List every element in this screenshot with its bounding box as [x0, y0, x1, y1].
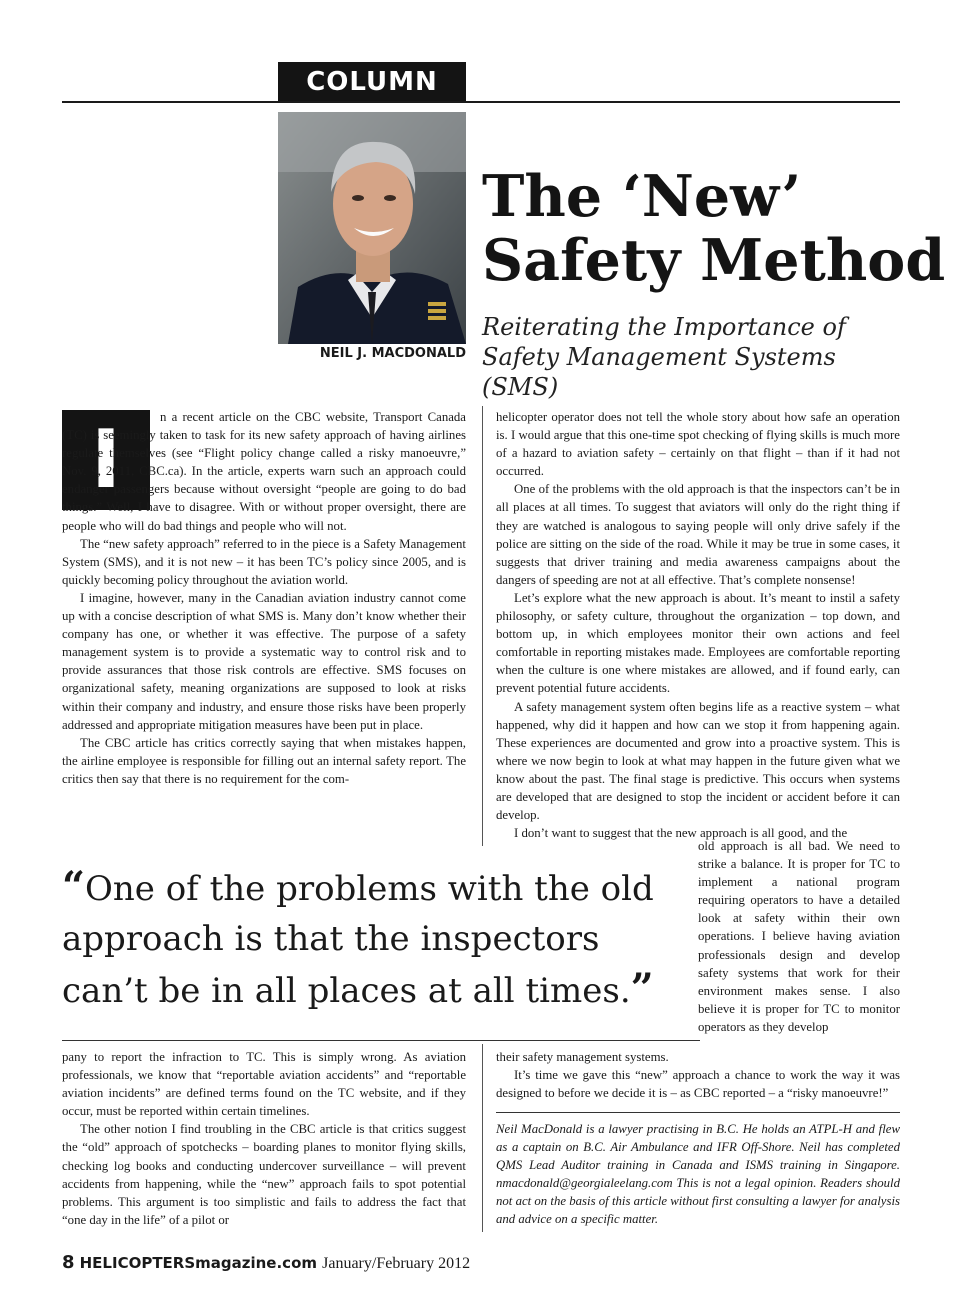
author-bio: Neil MacDonald is a lawyer practising in B.C. He holds an ATPL-H and flew as a captain on B.C. Air Ambulance and IFR Off-Shore. Neil has completed QMS Lead Auditor training in Canada and ISMS training in Singapore. nmacdonald@georgialeelang.com This is not a legal opinion. Readers should not act on the basis of this article without first consulting a lawyer for analysis and advice on a specific matter. — [496, 1122, 900, 1226]
page-title — [482, 163, 946, 294]
title-line-2: Safety Method — [482, 227, 946, 294]
column-divider — [482, 1044, 483, 1232]
page-footer — [62, 1252, 562, 1275]
column-left-bottom — [62, 1048, 466, 1229]
pull-quote-text: One of the problems with the old approach is that the inspectors can’t be in all places at all times. — [62, 869, 654, 1011]
subtitle: Reiterating the Importance of Safety Management Systems (SMS) — [482, 313, 846, 401]
bio-rule — [496, 1112, 900, 1113]
paragraph: The other notion I find troubling in the CBC article is that critics suggest the “old” approach of spotchecks – boarding planes to monitor flying skills, checking log books and conducting undercover surveillance – will prevent accidents from happening, while the “new” approach fails to spot potential problems. This argument is too simplistic and fails to address the fact that “one day in the life” of a pilot or — [62, 1122, 466, 1227]
paragraph: A safety management system often begins life as a reactive system – what happened, why did it happen and how can we stop it from happening again. These experiences are documented and grow into a proactive system. This is where we now begin to look at what may happen in the future given what we know about the past. The final stage is predictive. This occurs when systems are developed that are designed to stop the incident or accident before it can develop. — [496, 699, 900, 823]
open-quote-mark: “ — [62, 863, 86, 910]
paragraph: The “new safety approach” referred to in the piece is a Safety Management System (SMS), and it is not new – it has been TC’s policy since 2005, and is quickly becoming policy throughout the aviation world. — [62, 536, 466, 587]
paragraph: n a recent article on the CBC website, Transport Canada (TC) is seemingly taken to task for its new safety approach of having airlines regulate themselves (see “Flight policy change called a risky manoeuvre,” Nov. 9, 2011, CBC.ca). In the article, experts warn such an approach could endanger passengers because without oversight “people are going to do bad things.” Well, I have to disagree. With or without proper oversight, there are people who will do bad things and people who will not. — [62, 410, 466, 533]
column-right-wrap — [698, 837, 900, 1036]
paragraph: pany to report the infraction to TC. This is simply wrong. As aviation professionals, we know that “reportable aviation accidents” and “reportable aviation incidents” are defined terms found on the TC website, and if they occur, must be reported within certain timelines. — [62, 1050, 466, 1119]
column-left-top — [62, 408, 466, 788]
page-number: 8 — [62, 1252, 75, 1273]
column-label: COLUMN — [278, 62, 466, 102]
header-rule — [62, 101, 900, 103]
paragraph: helicopter operator does not tell the whole story about how safe an operation is. I would argue that this one-time spot checking of flying skills is much more of a hazard to aviation safety – certainly on that flight – than if it had not occurred. — [496, 410, 900, 479]
paragraph: It’s time we gave this “new” approach a chance to work the way it was designed to before we decide it is – as CBC reported – a “risky manoeuvre!” — [496, 1068, 900, 1101]
close-quote-mark: ” — [630, 965, 654, 1012]
column-right-bottom — [496, 1048, 900, 1102]
author-photo — [278, 112, 466, 344]
column-divider — [482, 406, 483, 846]
paragraph: The CBC article has critics correctly saying that when mistakes happen, the airline employee is responsible for filling out an internal safety report. The critics then say that there is no requirement for the com- — [62, 735, 466, 786]
paragraph: I imagine, however, many in the Canadian aviation industry cannot come up with a concise description of what SMS is. Many don’t know whether their company has one, or whether it was effective. The purpose of a safety management system is to provide a systematic way to control risk and to provide assurances that those risk controls are effective. SMS focuses on organizational safety, meaning organizations are supposed to look at risks within their company and industry, and ensure those risks have been properly addressed and appropriate mitigation measures have been put in place. — [62, 590, 466, 732]
paragraph: Let’s explore what the new approach is about. It’s meant to instil a safety philosophy, or safety culture, throughout the organization – top down, and bottom up, in which employees monitor their own actions and feel comfortable in reporting mistakes made. Employees are comfortable reporting when the culture is one where mistakes are allowed, and if found early, can prevent potential future accidents. — [496, 590, 900, 696]
paragraph: One of the problems with the old approach is that the inspectors can’t be in all places at all times. To suggest that aviators will only do the right thing if they are watched is analogous to saying people will only drive safely if the police are sitting on the side of the road. While it may be true in some cases, it suggests that driver training and media awareness campaigns about the dangers of speeding are not at all effective. That’s complete nonsense! — [496, 482, 900, 587]
author-name: NEIL J. MACDONALD — [319, 346, 466, 361]
column-right-top — [496, 408, 900, 842]
magazine-name: HELICOPTERSmagazine.com — [79, 1254, 318, 1272]
paragraph: their safety management systems. — [496, 1050, 669, 1064]
issue-date: January/February 2012 — [322, 1255, 471, 1272]
paragraph: I don’t want to suggest that the new approach is all good, and the — [514, 826, 848, 841]
drop-cap: I — [62, 410, 150, 510]
title-line-1: The ‘New’ — [482, 163, 802, 230]
pull-quote — [62, 862, 672, 1016]
paragraph: old approach is all bad. We need to strike a balance. It is proper for TC to implement a national program requiring operators to have a detailed look at safety within their own operations. I believe having aviation professionals design and develop safety systems that work for their environment makes sense. I also believe it is proper for TC to monitor operators as they develop — [698, 839, 900, 1034]
pull-quote-rule — [62, 1040, 700, 1041]
